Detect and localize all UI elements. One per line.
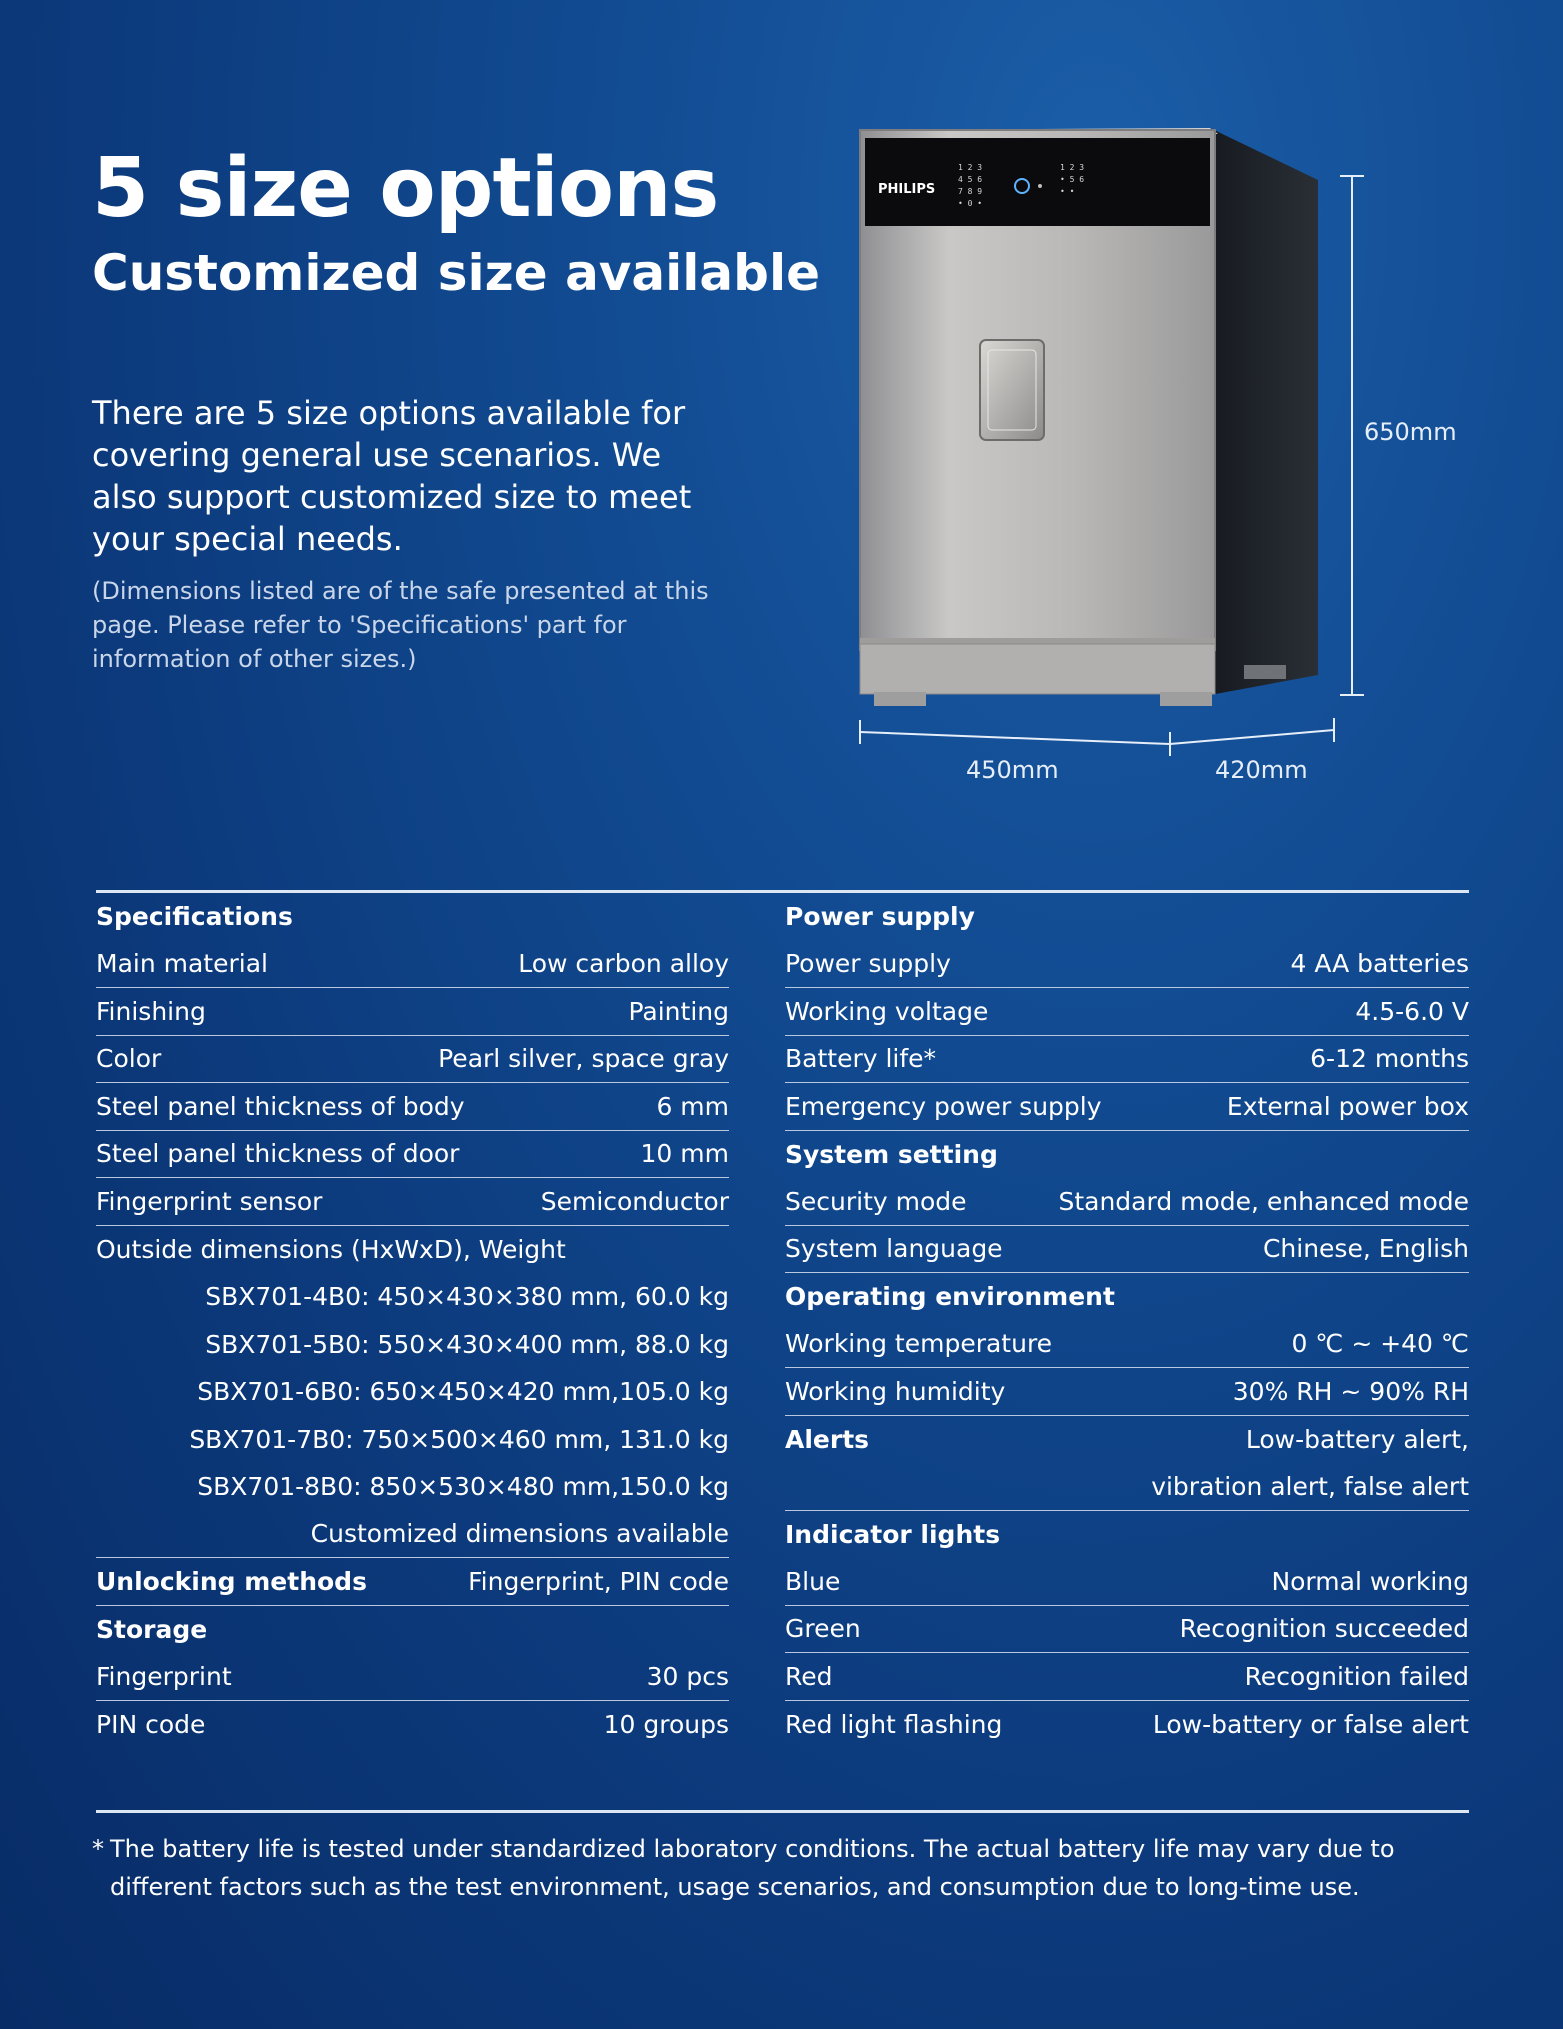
svg-text:• •: • • [1060,187,1075,196]
height-label: 650mm [1364,418,1457,446]
depth-label: 420mm [1215,756,1308,784]
table-row: Fingerprint 30 pcs [96,1653,729,1701]
svg-text:1 2 3: 1 2 3 [1060,163,1085,172]
intro-text: There are 5 size options available for covering general use scenarios. We also support customized size to meet your special needs. [92,394,692,558]
lights-heading: Indicator lights [785,1519,1001,1549]
specifications-table [96,893,729,1748]
table-row: Color Pearl silver, space gray [96,1036,729,1084]
table-row: Security mode Standard mode, enhanced mode [785,1178,1469,1226]
dimension-item: Customized dimensions available [96,1511,729,1559]
dimension-item: SBX701-8B0: 850×530×480 mm,150.0 kg [197,1472,729,1502]
footnote [92,1830,1452,1906]
page-subtitle: Customized size available [92,244,821,302]
table-row: PIN code 10 groups [96,1709,729,1739]
table-row: Working temperature 0 ℃ ~ +40 ℃ [785,1321,1469,1369]
door-handle-icon [980,340,1044,440]
power-heading: Power supply [785,902,975,932]
table-row: Red light flashing Low-battery or false alert [785,1709,1469,1739]
table-row: Fingerprint sensor Semiconductor [96,1178,729,1226]
alerts-row-continued: vibration alert, false alert [785,1463,1469,1511]
svg-text:1 2 3: 1 2 3 [958,163,983,172]
svg-text:7 8 9: 7 8 9 [958,187,983,196]
footnote-text: The battery life is tested under standardized laboratory conditions. The actual battery life may vary due to different factors such as the test environment, usage scenarios, and consumption due to long-time use. [110,1835,1395,1901]
table-row: Blue Normal working [785,1558,1469,1606]
power-settings-table [785,893,1469,1748]
svg-text:4 5 6: 4 5 6 [958,175,983,184]
svg-text:• 5 6: • 5 6 [1060,175,1085,184]
safe-product-image [840,120,1470,800]
svg-text:• 0 •: • 0 • [958,199,983,208]
table-row: Working humidity 30% RH ~ 90% RH [785,1368,1469,1416]
brand-logo: PHILIPS [878,182,936,197]
environment-heading: Operating environment [785,1282,1115,1312]
dimensions-label: Outside dimensions (HxWxD), Weight [96,1234,566,1264]
table-row: Steel panel thickness of body 6 mm [96,1083,729,1131]
table-row: Power supply 4 AA batteries [785,941,1469,989]
table-row: Finishing Painting [96,988,729,1036]
footnote-marker: * [92,1835,104,1863]
dimension-item: SBX701-5B0: 550×430×400 mm, 88.0 kg [205,1329,729,1359]
table-row: Green Recognition succeeded [785,1606,1469,1654]
alerts-row: Alerts Low-battery alert, [785,1424,1469,1454]
table-row: Steel panel thickness of door 10 mm [96,1131,729,1179]
storage-heading: Storage [96,1614,208,1644]
table-row: Emergency power supply External power box [785,1083,1469,1131]
table-heading: Specifications [96,902,293,932]
table-row: Main material Low carbon alloy [96,941,729,989]
table-row: Working voltage 4.5-6.0 V [785,988,1469,1036]
dimension-note: (Dimensions listed are of the safe presented at this page. Please refer to 'Specifications' part for information of other sizes.) [92,577,709,673]
table-row: Red Recognition failed [785,1653,1469,1701]
table-row: Battery life* 6-12 months [785,1036,1469,1084]
page-title: 5 size options [92,141,719,236]
dimension-item: SBX701-4B0: 450×430×380 mm, 60.0 kg [205,1282,729,1312]
width-label: 450mm [966,756,1059,784]
dimension-item: SBX701-6B0: 650×450×420 mm,105.0 kg [197,1377,729,1407]
system-heading: System setting [785,1139,998,1169]
table-row: System language Chinese, English [785,1226,1469,1274]
table-bottom-rule [96,1810,1469,1813]
unlocking-row: Unlocking methods Fingerprint, PIN code [96,1558,729,1606]
dimension-item: SBX701-7B0: 750×500×460 mm, 131.0 kg [189,1424,729,1454]
